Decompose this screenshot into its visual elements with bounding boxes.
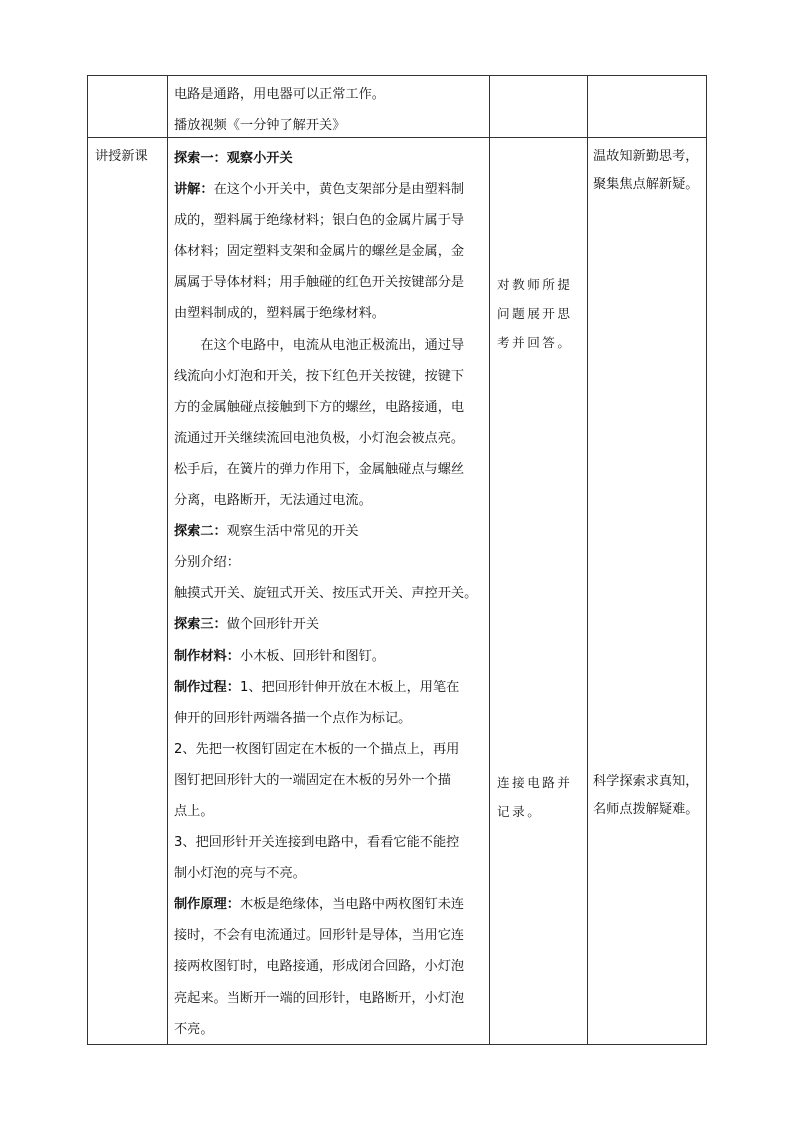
circuit-line: 松手后，在簧片的弹力作用下，金属触碰点与螺丝 [174,461,465,477]
explain-line: 由塑料制成的，塑料属于绝缘材料。 [174,306,385,322]
process-line: 制作过程：1、把回形针伸开放在木板上，用笔在 [174,679,460,695]
column-divider-2 [489,75,490,1045]
table-left-border [87,75,88,1045]
step2-line: 点上。 [174,803,214,819]
step2-line: 图钉把回形针大的一端固定在木板的另外一个描 [174,772,451,788]
circuit-line: 线流向小灯泡和开关，按下红色开关按键，按键下 [174,368,465,384]
materials-line: 制作材料：小木板、回形针和图钉。 [174,648,385,664]
step3-line: 制小灯泡的亮与不亮。 [174,866,306,882]
step3-line: 3、把回形针开关连接到电路中，看看它能不能控 [174,835,460,851]
column-divider-3 [587,75,588,1045]
principle-line: 亮起来。当断开一端的回形针，电路断开，小灯泡 [174,990,465,1006]
intro-label: 分别介绍： [174,555,240,571]
circuit-line: 在这个电路中，电流从电池正极流出，通过导 [200,337,465,353]
teaching-content [174,143,486,1045]
step2-line: 2、先把一枚图钉固定在木板的一个描点上，再用 [174,741,460,757]
previous-row-content [174,79,486,141]
principle-line: 制作原理：木板是绝缘体，当电路中两枚图钉未连 [174,897,465,913]
process-line: 伸开的回形针两端各描一个点作为标记。 [174,710,412,726]
text-line: 电路是通路，用电器可以正常工作。 [174,87,385,102]
explain-line: 体材料；固定塑料支架和金属片的螺丝是金属，金 [174,244,465,260]
stage-label: 讲授新课 [95,149,148,164]
student-activity-2: 连接电路并 记录。 [497,775,573,819]
switch-types: 触摸式开关、旋钮式开关、按压式开关、声控开关。 [174,586,478,602]
column-divider-1 [167,75,168,1045]
principle-line: 接时，不会有电流通过。回形针是导体，当用它连 [174,928,465,944]
design-intent-1: 温故知新勤思考， 聚集焦点解新疑。 [593,149,699,192]
principle-line: 不亮。 [174,1021,214,1037]
explain-line: 成的，塑料属于绝缘材料；银白色的金属片属于导 [174,213,465,229]
explore1-title: 探索一：观察小开关 [174,151,293,166]
explain-label: 讲解： [174,182,214,198]
table-top-border [87,75,707,76]
explain-line: 属属于导体材料；用手触碰的红色开关按键部分是 [174,275,465,291]
explore3-line: 探索三：做个回形针开关 [174,617,320,633]
circuit-line: 分离，电路断开，无法通过电流。 [174,493,372,509]
principle-line: 接两枚图钉时，电路接通，形成闭合回路，小灯泡 [174,959,465,975]
circuit-line: 方的金属触碰点接触到下方的螺丝，电路接通，电 [174,399,465,415]
explain-line: 讲解：在这个小开关中，黄色支架部分是由塑料制 [174,182,465,198]
design-intent-2: 科学探索求真知， 名师点拨解疑难。 [593,774,699,817]
table-right-border [706,75,707,1045]
text-line: 播放视频《一分钟了解开关》 [174,118,346,134]
explore2-line: 探索二：观察生活中常见的开关 [174,524,359,540]
circuit-line: 流通过开关继续流回电池负极，小灯泡会被点亮。 [174,430,465,446]
student-activity-1: 对教师所提 问题展开思 考并回答。 [497,277,573,350]
